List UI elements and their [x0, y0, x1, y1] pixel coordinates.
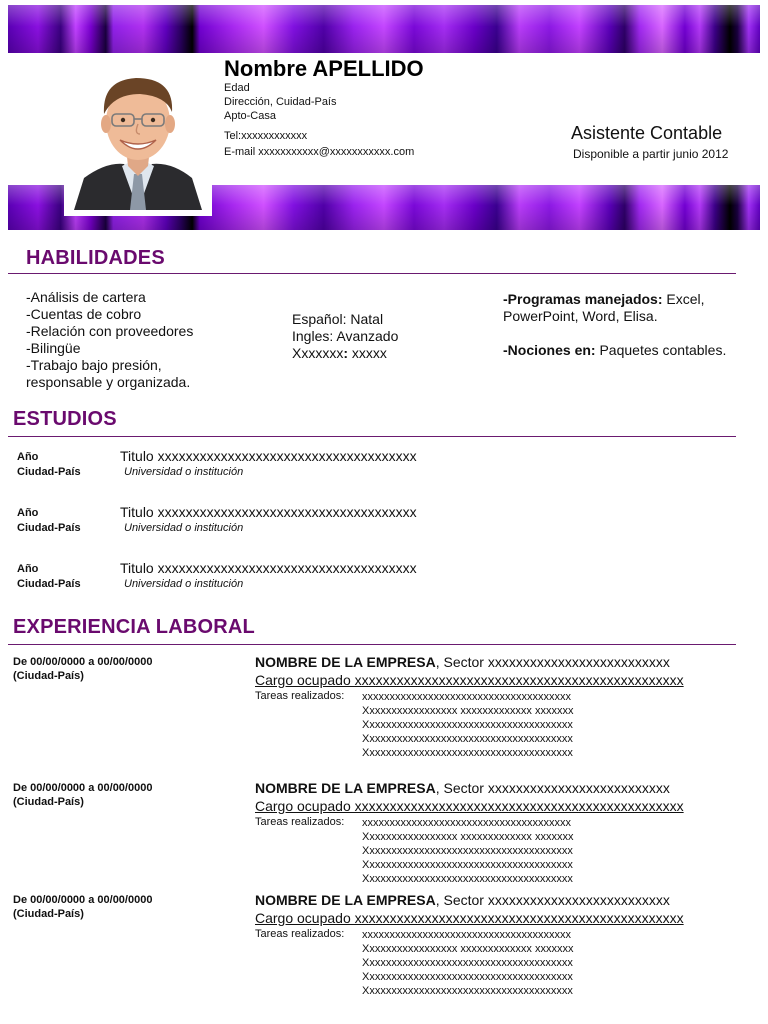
education-institution: Universidad o institución [124, 578, 244, 590]
skill-item: -Trabajo bajo presión, [26, 357, 162, 373]
education-section-title: ESTUDIOS [13, 408, 117, 430]
skill-item: -Relación con proveedores [26, 323, 194, 339]
software-programs [503, 291, 758, 359]
experience-company: NOMBRE DE LA EMPRESA [255, 654, 436, 670]
education-year: Año [17, 507, 39, 519]
experience-tasks-label: Tareas realizados: [255, 816, 345, 828]
skills-section-rule [8, 273, 736, 274]
skills-section-title: HABILIDADES [26, 247, 165, 269]
skill-item: -Cuentas de cobro [26, 306, 142, 322]
experience-tasks [362, 816, 573, 886]
skill-item: -Bilingüe [26, 340, 81, 356]
skills-list [26, 289, 193, 391]
profile-photo [64, 60, 212, 216]
experience-dates: De 00/00/0000 a 00/00/0000 [13, 894, 153, 906]
experience-sector: , Sector xxxxxxxxxxxxxxxxxxxxxxxxxx [435, 654, 670, 670]
experience-tasks-label: Tareas realizados: [255, 690, 345, 702]
experience-tasks [362, 928, 573, 998]
language-item: Español: Natal [292, 311, 384, 327]
availability-note: Disponible a partir junio 2012 [573, 147, 729, 161]
task-line: Xxxxxxxxxxxxxxxxxxxxxxxxxxxxxxxxxxxxxx [362, 971, 573, 983]
experience-section-title: EXPERIENCIA LABORAL [13, 616, 255, 638]
experience-company-line [255, 780, 670, 796]
education-city: Ciudad-País [17, 466, 81, 478]
experience-position: Cargo ocupado xxxxxxxxxxxxxxxxxxxxxxxxxxxxxxxxxxxxxxxxxxxxxxx [255, 672, 684, 688]
task-line: Xxxxxxxxxxxxxxxxx xxxxxxxxxxxxx xxxxxxx [362, 943, 574, 955]
programs-line [503, 291, 758, 325]
experience-section-rule [8, 644, 736, 645]
task-line: Xxxxxxxxxxxxxxxxxxxxxxxxxxxxxxxxxxxxxx [362, 873, 573, 885]
experience-company-line [255, 892, 670, 908]
experience-position: Cargo ocupado xxxxxxxxxxxxxxxxxxxxxxxxxxxxxxxxxxxxxxxxxxxxxxx [255, 798, 684, 814]
languages-list [292, 311, 398, 362]
education-institution: Universidad o institución [124, 522, 244, 534]
notions-value: Paquetes contables. [595, 342, 727, 358]
programs-value: Excel, PowerPoint, Word, Elisa. [503, 291, 705, 324]
education-city: Ciudad-País [17, 578, 81, 590]
task-line: Xxxxxxxxxxxxxxxxxxxxxxxxxxxxxxxxxxxxxx [362, 845, 573, 857]
task-line: xxxxxxxxxxxxxxxxxxxxxxxxxxxxxxxxxxxxxx [362, 691, 571, 703]
experience-dates: De 00/00/0000 a 00/00/0000 [13, 782, 153, 794]
education-degree: Titulo xxxxxxxxxxxxxxxxxxxxxxxxxxxxxxxxxxxxx [120, 560, 417, 576]
experience-sector: , Sector xxxxxxxxxxxxxxxxxxxxxxxxxx [435, 892, 670, 908]
experience-city: (Ciudad-País) [13, 670, 84, 682]
experience-sector: , Sector xxxxxxxxxxxxxxxxxxxxxxxxxx [435, 780, 670, 796]
header-stripe-band-top [8, 5, 760, 53]
experience-company-line [255, 654, 670, 670]
experience-city: (Ciudad-País) [13, 796, 84, 808]
experience-company: NOMBRE DE LA EMPRESA [255, 892, 436, 908]
candidate-phone: Tel:xxxxxxxxxxxx [224, 130, 308, 142]
education-institution: Universidad o institución [124, 466, 244, 478]
skill-item: responsable y organizada. [26, 374, 191, 390]
task-line: Xxxxxxxxxxxxxxxxxxxxxxxxxxxxxxxxxxxxxx [362, 747, 573, 759]
task-line: Xxxxxxxxxxxxxxxxxxxxxxxxxxxxxxxxxxxxxx [362, 733, 573, 745]
task-line: xxxxxxxxxxxxxxxxxxxxxxxxxxxxxxxxxxxxxx [362, 929, 571, 941]
candidate-age: Edad [224, 82, 250, 94]
task-line: Xxxxxxxxxxxxxxxxxxxxxxxxxxxxxxxxxxxxxx [362, 957, 573, 969]
education-city: Ciudad-País [17, 522, 81, 534]
skill-item: -Análisis de cartera [26, 289, 146, 305]
programs-label: -Programas manejados: [503, 291, 663, 307]
education-year: Año [17, 563, 39, 575]
experience-tasks-label: Tareas realizados: [255, 928, 345, 940]
experience-dates: De 00/00/0000 a 00/00/0000 [13, 656, 153, 668]
experience-city: (Ciudad-País) [13, 908, 84, 920]
experience-company: NOMBRE DE LA EMPRESA [255, 780, 436, 796]
notions-line [503, 342, 758, 359]
target-job-title: Asistente Contable [571, 123, 723, 143]
task-line: xxxxxxxxxxxxxxxxxxxxxxxxxxxxxxxxxxxxxx [362, 817, 571, 829]
candidate-name: Nombre APELLIDO [224, 56, 424, 81]
task-line: Xxxxxxxxxxxxxxxxx xxxxxxxxxxxxx xxxxxxx [362, 831, 574, 843]
education-section-rule [8, 436, 736, 437]
task-line: Xxxxxxxxxxxxxxxxxxxxxxxxxxxxxxxxxxxxxx [362, 985, 573, 997]
task-line: Xxxxxxxxxxxxxxxxx xxxxxxxxxxxxx xxxxxxx [362, 705, 574, 717]
education-degree: Titulo xxxxxxxxxxxxxxxxxxxxxxxxxxxxxxxxxxxxx [120, 448, 417, 464]
language-item: Ingles: Avanzado [292, 328, 399, 344]
notions-label: -Nociones en: [503, 342, 596, 358]
candidate-email: E-mail xxxxxxxxxxx@xxxxxxxxxxx.com [224, 146, 415, 158]
experience-tasks [362, 690, 573, 760]
experience-position: Cargo ocupado xxxxxxxxxxxxxxxxxxxxxxxxxxxxxxxxxxxxxxxxxxxxxxx [255, 910, 684, 926]
task-line: Xxxxxxxxxxxxxxxxxxxxxxxxxxxxxxxxxxxxxx [362, 859, 573, 871]
candidate-address: Dirección, Cuidad-País [224, 96, 337, 108]
education-degree: Titulo xxxxxxxxxxxxxxxxxxxxxxxxxxxxxxxxxxxxx [120, 504, 417, 520]
candidate-apartment: Apto-Casa [224, 110, 276, 122]
education-year: Año [17, 451, 39, 463]
language-item: Xxxxxxx: xxxxx [292, 345, 387, 361]
task-line: Xxxxxxxxxxxxxxxxxxxxxxxxxxxxxxxxxxxxxx [362, 719, 573, 731]
profile-photo-illustration [70, 66, 206, 210]
